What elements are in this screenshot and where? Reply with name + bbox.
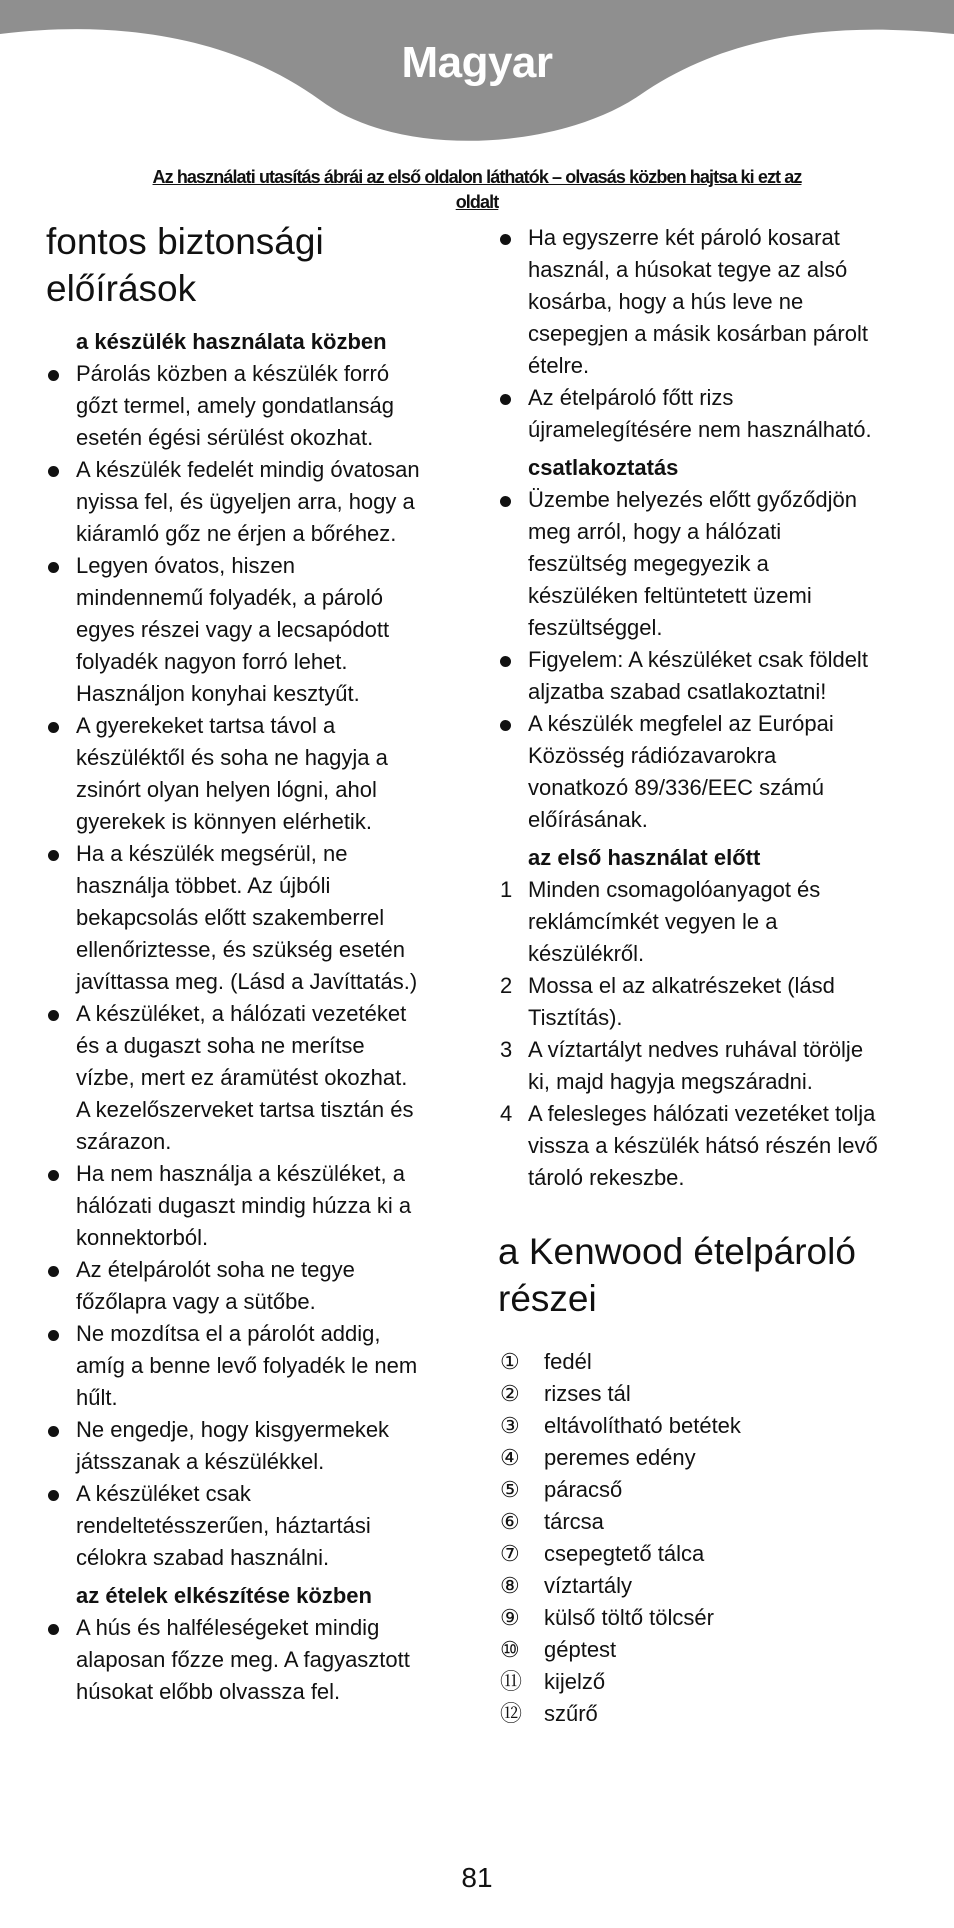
part-label: géptest	[544, 1637, 617, 1662]
right-column	[498, 222, 928, 1730]
bullet-text: A hús és halféleségeket mindig alaposan főzze meg. A fagyasztott húsokat előbb olvassza fel.	[76, 1615, 410, 1704]
bullet-text: A készüléket csak rendeltetésszerűen, háztartási célokra szabad használni.	[76, 1481, 371, 1570]
numbered-step	[498, 874, 928, 970]
part-item	[498, 1570, 928, 1602]
step-text: Minden csomagolóanyagot és reklámcímkét vegyen le a készülékről.	[528, 877, 821, 966]
bullet-item	[46, 454, 466, 550]
bullet-text: Ha nem használja a készüléket, a hálózati dugaszt mindig húzza ki a konnektorból.	[76, 1161, 412, 1250]
bullet-text: A gyerekeket tartsa távol a készüléktől és soha ne hagyja a zsinórt olyan helyen lógni, ahol gyerekek is könnyen elérhetik.	[76, 713, 388, 834]
bullet-icon	[46, 550, 70, 582]
bullet-item	[46, 1158, 466, 1254]
numbered-step	[498, 1098, 928, 1194]
part-number: ⑩	[500, 1637, 520, 1662]
step-number: 1	[500, 877, 513, 902]
bullet-icon	[46, 838, 70, 870]
step-number: 3	[500, 1037, 513, 1062]
bullet-text: Ne mozdítsa el a párolót addig, amíg a benne levő folyadék le nem hűlt.	[76, 1321, 418, 1410]
bullet-icon	[46, 1254, 70, 1286]
part-label: rizses tál	[544, 1381, 631, 1406]
bullet-text: Az ételpárolót soha ne tegye főzőlapra vagy a sütőbe.	[76, 1257, 355, 1314]
part-label: fedél	[544, 1349, 592, 1374]
bullet-text: Üzembe helyezés előtt győződjön meg arról, hogy a hálózati feszültség megegyezik a készüléken feltüntetett üzemi feszültséggel.	[528, 487, 857, 640]
part-item	[498, 1634, 928, 1666]
part-number: ⑤	[500, 1477, 520, 1502]
bullet-icon	[46, 710, 70, 742]
part-number: ③	[500, 1413, 520, 1438]
part-number: ⑦	[500, 1541, 520, 1566]
bullet-icon	[46, 1318, 70, 1350]
connect-subheading: csatlakoztatás	[528, 455, 679, 480]
part-item	[498, 1698, 928, 1730]
step-number: 4	[500, 1101, 513, 1126]
bullet-text: Figyelem: A készüléket csak földelt aljzatba szabad csatlakoztatni!	[528, 647, 868, 704]
part-label: víztartály	[544, 1573, 633, 1598]
bullet-icon	[46, 358, 70, 390]
part-label: kijelző	[544, 1669, 606, 1694]
bullet-item	[46, 358, 466, 454]
part-item	[498, 1506, 928, 1538]
part-item	[498, 1602, 928, 1634]
bullet-icon	[498, 644, 522, 676]
step-number: 2	[500, 973, 513, 998]
bullet-icon	[498, 222, 522, 254]
bullet-text: Ha egyszerre két pároló kosarat használ, a húsokat tegye az alsó kosárba, hogy a hús leve ne csepegjen a másik kosárban párolt ételre.	[528, 225, 868, 378]
part-item	[498, 1474, 928, 1506]
part-number: ⑪	[500, 1669, 523, 1694]
part-number: ⑫	[500, 1701, 523, 1726]
fold-out-note: Az használati utasítás ábrái az első oldalon láthatók – olvasás közben hajtsa ki ezt az oldalt	[152, 167, 802, 212]
bullet-text: Párolás közben a készülék forró gőzt termel, amely gondatlanság esetén égési sérülést okozhat.	[76, 361, 394, 450]
bullet-item	[498, 222, 928, 382]
subheading: az ételek elkészítése közben	[76, 1583, 372, 1608]
subheading: a készülék használata közben	[76, 329, 387, 354]
bullet-text: A készüléket, a hálózati vezetéket és a dugaszt soha ne merítse vízbe, mert ez áramütést okozhat. A kezelőszerveket tartsa tisztán és szárazon.	[76, 1001, 414, 1154]
part-label: szűrő	[544, 1701, 598, 1726]
page-title: Magyar	[401, 38, 553, 87]
bullet-icon	[46, 998, 70, 1030]
part-item	[498, 1346, 928, 1378]
part-item	[498, 1442, 928, 1474]
numbered-step	[498, 970, 928, 1034]
part-item	[498, 1538, 928, 1570]
bullet-item	[46, 1478, 466, 1574]
bullet-text: Legyen óvatos, hiszen mindennemű folyadék, a pároló egyes részei vagy a lecsapódott folyadék nagyon forró lehet. Használjon konyhai kesztyűt.	[76, 553, 390, 706]
bullet-icon	[46, 454, 70, 486]
bullet-item	[46, 550, 466, 710]
numbered-step	[498, 1034, 928, 1098]
part-item	[498, 1666, 928, 1698]
step-text: A felesleges hálózati vezetéket tolja vissza a készülék hátsó részén levő tároló rekeszbe.	[528, 1101, 878, 1190]
part-label: tárcsa	[544, 1509, 604, 1534]
part-number: ⑨	[500, 1605, 520, 1630]
bullet-icon	[46, 1478, 70, 1510]
bullet-icon	[498, 708, 522, 740]
part-number: ⑥	[500, 1509, 520, 1534]
part-item	[498, 1410, 928, 1442]
bullet-item	[46, 1318, 466, 1414]
part-label: páracső	[544, 1477, 623, 1502]
first-use-subheading: az első használat előtt	[528, 845, 761, 870]
part-number: ⑧	[500, 1573, 520, 1598]
part-label: eltávolítható betétek	[544, 1413, 741, 1438]
bullet-text: Az ételpároló főtt rizs újramelegítésére nem használható.	[528, 385, 872, 442]
step-text: A víztartályt nedves ruhával törölje ki, majd hagyja megszáradni.	[528, 1037, 864, 1094]
bullet-item	[46, 1254, 466, 1318]
part-label: külső töltő tölcsér	[544, 1605, 714, 1630]
bullet-item	[46, 838, 466, 998]
bullet-text: Ne engedje, hogy kisgyermekek játsszanak a készülékkel.	[76, 1417, 390, 1474]
bullet-item	[46, 710, 466, 838]
bullet-text: A készülék megfelel az Európai Közösség rádiózavarokra vonatkozó 89/336/EEC számú előírásának.	[528, 711, 834, 832]
left-column	[46, 218, 466, 1708]
part-number: ④	[500, 1445, 520, 1470]
bullet-item	[498, 644, 928, 708]
bullet-icon	[46, 1414, 70, 1446]
page-number: 81	[461, 1862, 493, 1893]
parts-heading: a Kenwood ételpároló részei	[498, 1231, 856, 1319]
bullet-item	[498, 382, 928, 446]
bullet-icon	[498, 382, 522, 414]
bullet-icon	[498, 484, 522, 516]
bullet-text: Ha a készülék megsérül, ne használja többet. Az újbóli bekapcsolás előtt szakemberrel ellenőriztesse, és szükség esetén javíttassa meg. (Lásd a Javíttatás.)	[76, 841, 418, 994]
bullet-icon	[46, 1158, 70, 1190]
step-text: Mossa el az alkatrészeket (lásd Tisztítás).	[528, 973, 835, 1030]
safety-heading: fontos biztonsági előírások	[46, 221, 324, 309]
bullet-item	[498, 708, 928, 836]
bullet-item	[46, 998, 466, 1158]
part-item	[498, 1378, 928, 1410]
part-label: peremes edény	[544, 1445, 696, 1470]
bullet-text: A készülék fedelét mindig óvatosan nyissa fel, és ügyeljen arra, hogy a kiáramló gőz ne érjen a bőréhez.	[76, 457, 420, 546]
bullet-item	[498, 484, 928, 644]
part-label: csepegtető tálca	[544, 1541, 705, 1566]
part-number: ②	[500, 1381, 520, 1406]
bullet-icon	[46, 1612, 70, 1644]
part-number: ①	[500, 1349, 520, 1374]
bullet-item	[46, 1414, 466, 1478]
bullet-item	[46, 1612, 466, 1708]
